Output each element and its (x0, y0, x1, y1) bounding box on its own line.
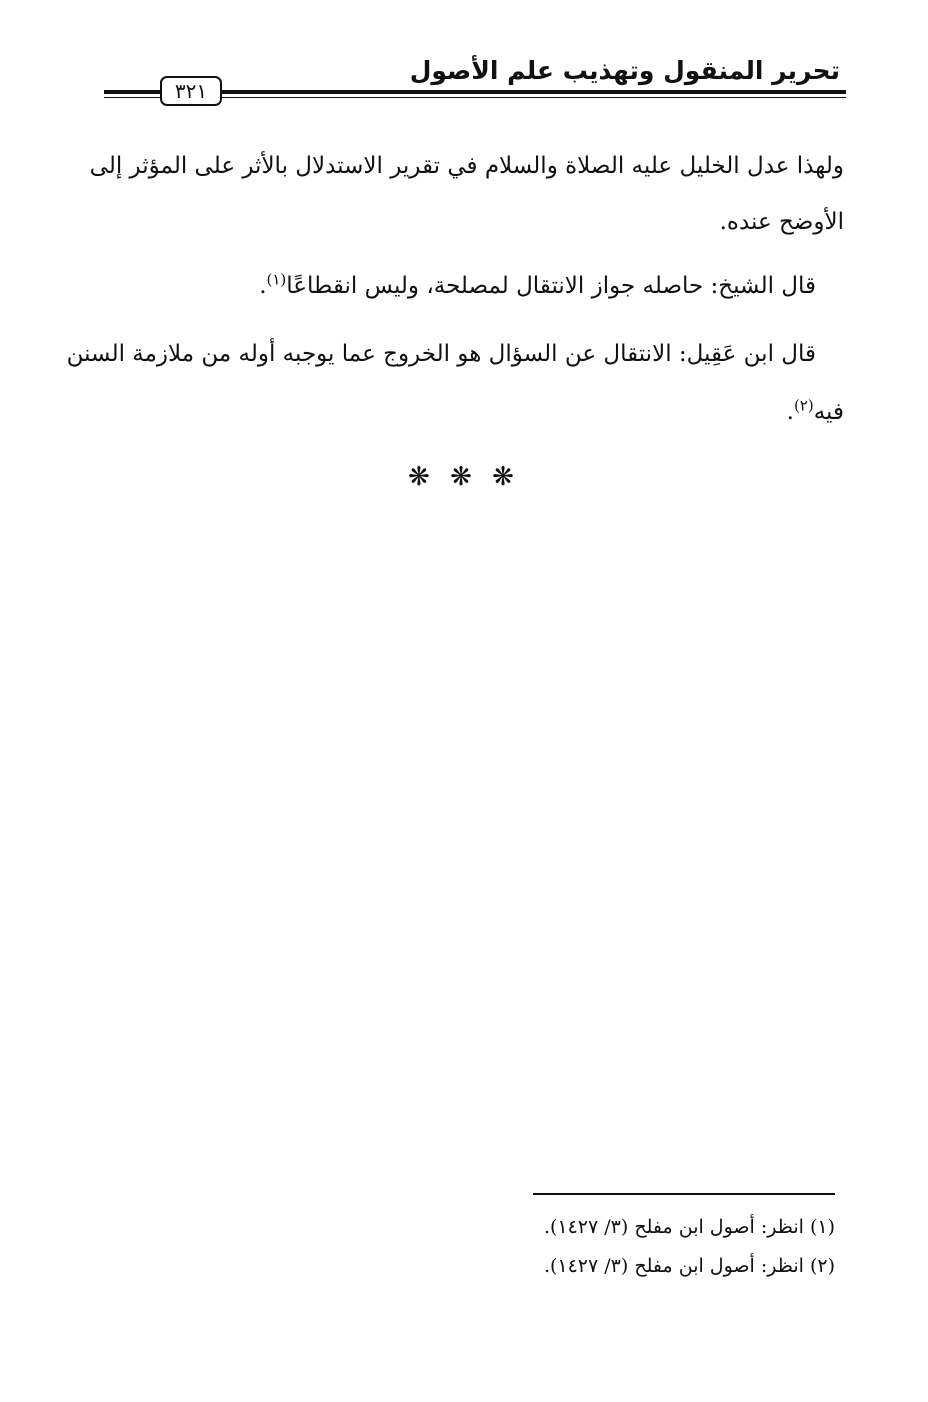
paragraph-3-line-2 (104, 392, 844, 432)
paragraph-1-line-1: ولهذا عدل الخليل عليه الصلاة والسلام في تقرير الاستدلال بالأثر على المؤثر إلى (89, 153, 844, 179)
paragraph-2-end: . (259, 273, 267, 299)
footnote-1: (١) انظر: أصول ابن مفلح (٣/ ١٤٢٧). (543, 1216, 835, 1238)
footnote-ref-2[interactable]: (٢) (793, 396, 814, 415)
page-number: ٣٢١ (160, 76, 222, 106)
footnote-2: (٢) انظر: أصول ابن مفلح (٣/ ١٤٢٧). (543, 1255, 835, 1277)
running-title: تحرير المنقول وتهذيب علم الأصول (409, 56, 840, 85)
paragraph-2-text: قال الشيخ: حاصله جواز الانتقال لمصلحة، وليس انقطاعًا (286, 273, 816, 299)
paragraph-3-end: . (786, 399, 794, 425)
paragraph-3-line-1: قال ابن عَقِيل: الانتقال عن السؤال هو الخروج عما يوجبه أوله من ملازمة السنن (66, 341, 816, 367)
footnote-rule (533, 1193, 835, 1195)
footnote-ref-1[interactable]: (١) (266, 270, 287, 289)
paragraph-2 (76, 266, 816, 306)
section-separator: ❋ ❋ ❋ (408, 462, 520, 492)
paragraph-1-line-2: الأوضح عنده. (719, 209, 844, 235)
paragraph-3-text: فيه (813, 399, 844, 425)
